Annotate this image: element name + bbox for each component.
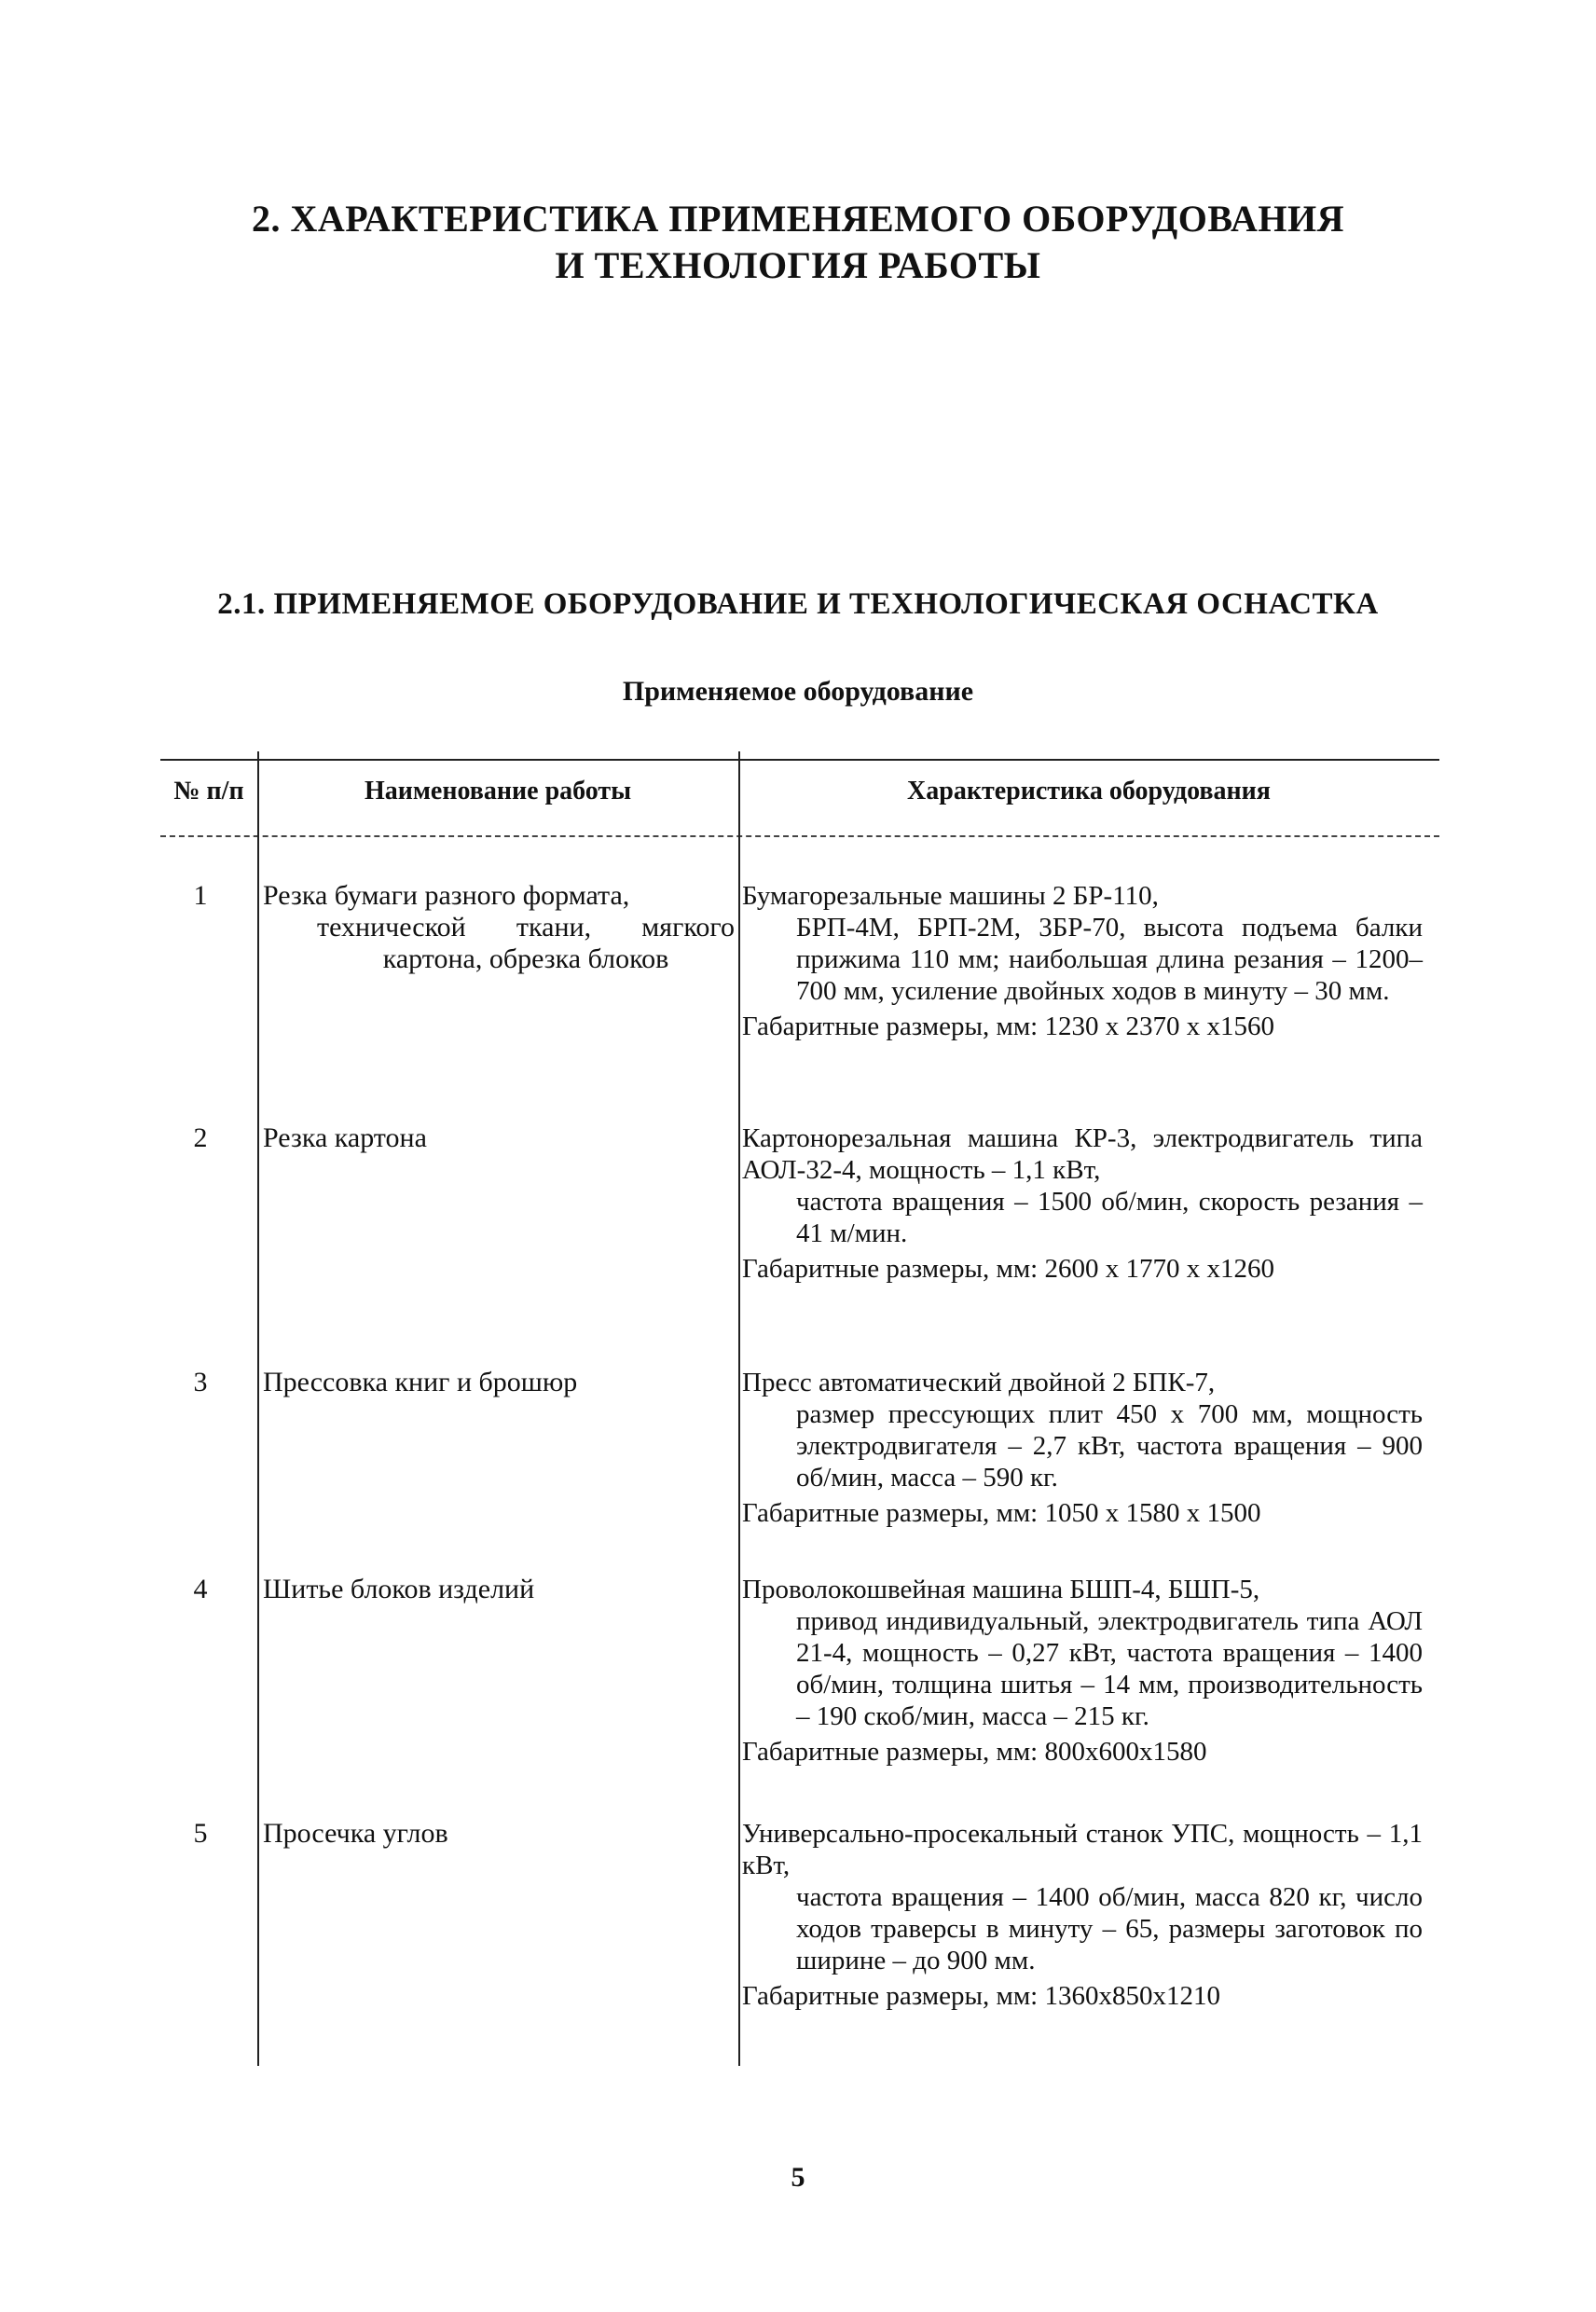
equipment-details: БРП-4М, БРП-2М, 3БР-70, высота подъема балки прижима 110 мм; наибольшая длина резания – 1200–700 мм, усиление двойных ходов в минуту – 30 мм. (796, 913, 1423, 1006)
equipment-dimensions: Габаритные размеры, мм: 1050 x 1580 x 1500 (742, 1498, 1261, 1528)
header-number: № п/п (173, 777, 244, 805)
column-divider-1 (257, 751, 259, 2066)
section-title: 2.1. ПРИМЕНЯЕМОЕ ОБОРУДОВАНИЕ И ТЕХНОЛОГИЧЕСКАЯ ОСНАСТКА (217, 587, 1379, 621)
work-name-continuation: технической ткани, мягкого картона, обрезка блоков (317, 912, 735, 974)
work-name-text: Прессовка книг и брошюр (263, 1367, 578, 1397)
work-name-text: Резка бумаги разного формата, (263, 880, 630, 911)
equipment-description (742, 1367, 1423, 1529)
equipment-description (742, 880, 1423, 1042)
header-bottom-rule (160, 835, 1439, 837)
work-name-text: Шитье блоков изделий (263, 1574, 535, 1604)
equipment-lead: Универсально-просекальный станок УПС, мощность – 1,1 кВт, (742, 1819, 1423, 1880)
equipment-description (742, 1574, 1423, 1768)
equipment-lead: Пресс автоматический двойной 2 БПК-7, (742, 1368, 1216, 1397)
equipment-details: частота вращения – 1500 об/мин, скорость резания – 41 м/мин. (796, 1187, 1423, 1248)
chapter-title (0, 196, 1596, 289)
equipment-lead: Бумагорезальные машины 2 БР-110, (742, 881, 1159, 911)
equipment-description (742, 1122, 1423, 1285)
work-name-text: Резка картона (263, 1122, 427, 1153)
row-number: 2 (193, 1122, 208, 1153)
equipment-dimensions: Габаритные размеры, мм: 1230 x 2370 x x1560 (742, 1012, 1274, 1041)
work-name (263, 1122, 735, 1154)
equipment-dimensions: Габаритные размеры, мм: 1360x850x1210 (742, 1981, 1220, 2011)
equipment-lead: Проволокошвейная машина БШП-4, БШП-5, (742, 1575, 1260, 1604)
table-caption: Применяемое оборудование (622, 676, 974, 707)
row-number: 1 (193, 880, 208, 911)
equipment-dimensions: Габаритные размеры, мм: 800x600x1580 (742, 1737, 1207, 1767)
equipment-details: привод индивидуальный, электродвигатель типа АОЛ 21-4, мощность – 0,27 кВт, частота вращения – 1400 об/мин, толщина шитья – 14 мм, производительность – 190 скоб/мин, масса – 215 кг. (796, 1606, 1423, 1731)
work-name-text: Просечка углов (263, 1818, 448, 1849)
work-name (263, 880, 735, 975)
equipment-dimensions: Габаритные размеры, мм: 2600 x 1770 x x1260 (742, 1254, 1274, 1284)
chapter-title-line-2: И ТЕХНОЛОГИЯ РАБОТЫ (555, 244, 1041, 286)
row-number: 4 (193, 1574, 208, 1604)
page-number: 5 (791, 2162, 805, 2193)
row-number: 3 (193, 1367, 208, 1397)
equipment-details: размер прессующих плит 450 x 700 мм, мощность электродвигателя – 2,7 кВт, частота вращения – 900 об/мин, масса – 590 кг. (796, 1399, 1423, 1493)
table-top-rule (160, 759, 1439, 761)
column-divider-2 (738, 751, 740, 2066)
row-number: 5 (193, 1818, 208, 1849)
equipment-description (742, 1818, 1423, 2012)
work-name (263, 1367, 735, 1398)
work-name (263, 1818, 735, 1850)
equipment-details: частота вращения – 1400 об/мин, масса 820 кг, число ходов траверсы в минуту – 65, размеры заготовок по ширине – до 900 мм. (796, 1882, 1423, 1975)
chapter-title-line-1: 2. ХАРАКТЕРИСТИКА ПРИМЕНЯЕМОГО ОБОРУДОВАНИЯ (251, 198, 1345, 240)
header-work-name: Наименование работы (364, 777, 632, 805)
header-equipment: Характеристика оборудования (907, 777, 1271, 805)
work-name (263, 1574, 735, 1605)
equipment-lead: Картонорезальная машина КР-3, электродвигатель типа АОЛ-32-4, мощность – 1,1 кВт, (742, 1123, 1423, 1185)
